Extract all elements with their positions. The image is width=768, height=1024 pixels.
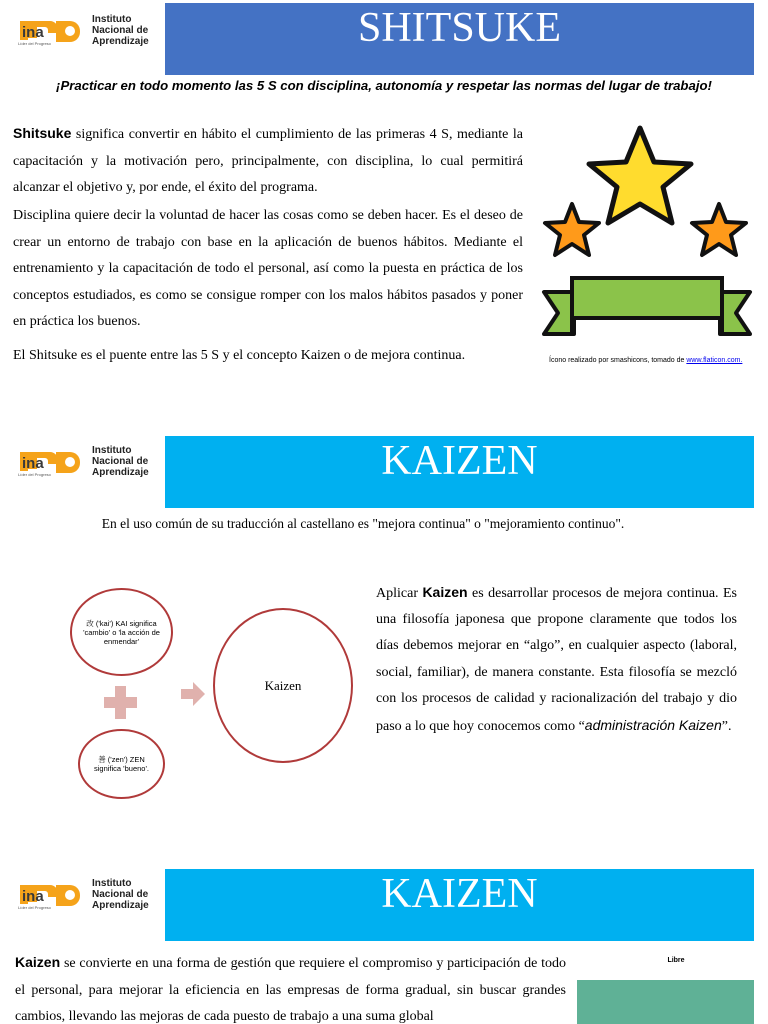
shitsuke-paragraph-3: El Shitsuke es el puente entre las 5 S y el concepto Kaizen o de mejora continua. <box>13 348 466 363</box>
svg-text:Líder del Progreso: Líder del Progreso <box>18 41 51 46</box>
plus-icon <box>104 686 137 719</box>
icon-credit: Ícono realizado por smashicons, tomado de www.flaticon.com. <box>549 357 743 364</box>
ina-logo <box>16 877 149 911</box>
logo-text: Instituto Nacional de Aprendizaje <box>92 444 149 478</box>
svg-text:ina: ina <box>22 888 44 905</box>
kai-circle: 改 ('kai') KAI significa 'cambio' o 'la acción de enmendar' <box>70 588 173 676</box>
subtitle: ¡Practicar en todo momento las 5 S con disciplina, autonomía y respetar las normas del lugar de trabajo! <box>56 78 712 93</box>
ina-logo <box>16 13 149 47</box>
svg-text:ina: ina <box>22 24 44 41</box>
svg-text:ina: ina <box>22 455 44 472</box>
ina-logo-icon <box>16 877 88 911</box>
ina-logo-icon <box>16 13 88 47</box>
title-banner-shitsuke: SHITSUKE <box>165 3 754 75</box>
ina-logo-icon <box>16 444 88 478</box>
zen-circle: 善 ('zen') ZEN significa 'bueno'. <box>78 729 165 799</box>
kaizen-intro: En el uso común de su traducción al castellano es "mejora continua" o "mejoramiento continuo". <box>101 516 625 531</box>
kaizen-gestion-paragraph: Kaizen se convierte en una forma de gestión que requiere el compromiso y participación de todo el personal, para mejorar la eficiencia en las empresas de forma gradual, sin buscar grandes cambios, llevando las mejoras de cada puesto de trabajo a una suma global <box>15 954 566 1024</box>
svg-text:Líder del Progreso: Líder del Progreso <box>18 905 51 910</box>
shitsuke-paragraph-2: Disciplina quiere decir la voluntad de hacer las cosas como se deben hacer. Es el deseo de crear un entorno de trabajo con base en la aplicación de buenos hábitos. Mediante el entrenamiento y la capacitación de todo el personal, así como la puesta en práctica de los conceptos estudiados, es como se consigue romper con los malos hábitos pasados y poner en práctica los buenos. <box>13 208 523 329</box>
logo-text: Instituto Nacional de Aprendizaje <box>92 877 149 911</box>
arrow-right-icon <box>181 682 205 706</box>
kaizen-circle: Kaizen <box>213 608 353 763</box>
logo-text: Instituto Nacional de Aprendizaje <box>92 13 149 47</box>
shitsuke-paragraph-1: Shitsuke significa convertir en hábito el cumplimiento de las primeras 4 S, mediante la capacitación y la motivación pero, principalmente, con disciplina, lo cual permitirá alcanzar el objetivo y, por ende, el éxito del programa. <box>13 125 523 195</box>
svg-text:Líder del Progreso: Líder del Progreso <box>18 472 51 477</box>
libre-label: Libre <box>667 957 685 964</box>
title-banner-kaizen-2: KAIZEN <box>165 869 754 941</box>
kaizen-description: Aplicar Kaizen es desarrollar procesos de mejora continua. Es una filosofía japonesa que propone claramente que todos los días debemos mejorar en “algo”, en cualquier aspecto (laboral, social, familiar), de manera constante. Esta filosofía se mezcló con los procesos de calidad y racionalización del trabajo y dio paso a lo que hoy conocemos como “administración Kaizen”. <box>376 584 738 735</box>
green-block <box>577 980 754 1024</box>
flaticon-link[interactable]: www.flaticon.com. <box>686 357 743 364</box>
stars-ribbon-icon <box>536 124 758 342</box>
title-banner-kaizen: KAIZEN <box>165 436 754 508</box>
ina-logo <box>16 444 149 478</box>
